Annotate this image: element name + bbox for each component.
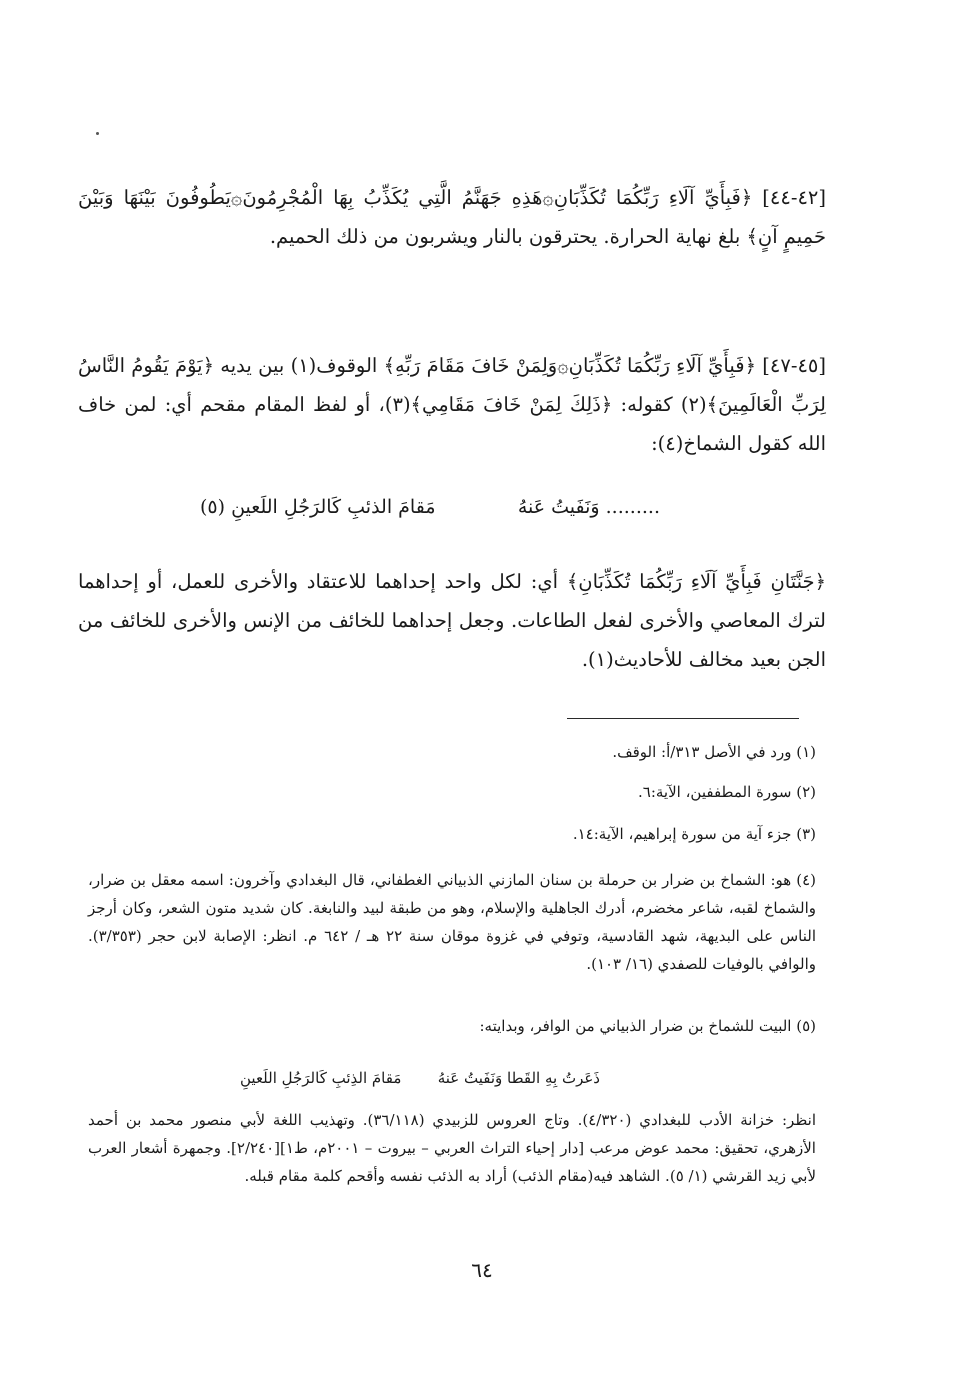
paragraph-two-gardens: ﴿جَنَّتَانِ فَبِأَيِّ آلَاءِ رَبِّكُمَا تُكَذِّبَانِ﴾ أي: لكل واحد إحداهما للاعتقاد والأخرى للعمل، أو إحداهما لترك المعاصي والأخرى لفعل الطاعات. وجعل إحداهما للخائف من الإنس والأخرى للخائف من الجن بعيد مخالف للأحاديث(١). <box>78 570 826 671</box>
footnote-4: (٤) هو: الشماخ بن ضرار بن حرملة بن سنان المازني الذبياني الغطفاني، قال البغدادي وآخرون: اسمه معقل بن ضرار، والشماخ لقبه، شاعر مخضرم، أدرك الجاهلية والإسلام، وهو من طبقة لبيد والنابغة. كان شديد متون الشعر، وكان أرجز الناس على البديهة، شهد القادسية، وتوفي في غزوة موقان سنة ٢٢ هـ / ٦٤٢ م. انظر: الإصابة لابن حجر (٣/٣٥٣). والوافي بالوفيات للصفدي (١٦/ ١٠٣). <box>88 871 816 973</box>
footnote-separator <box>567 718 799 719</box>
scan-speck <box>96 132 99 135</box>
footnote-1: (١) ورد في الأصل ٣١٣/أ: الوقف. <box>612 743 816 761</box>
verse-first-hemistich: ......... وَنَفَيتُ عَنهُ <box>517 496 660 518</box>
page-number: ٦٤ <box>471 1258 493 1282</box>
verse-second-hemistich: مَقامَ الذئبِ كَالرَجُلِ اللَعينِ (٥) <box>200 496 436 518</box>
paragraph-verses-42-44: [٤٢-٤٤] ﴿فَبِأَيِّ آلَاءِ رَبِّكُمَا تُكَذِّبَانِ۞هَذِهِ جَهَنَّمُ الَّتِي يُكَذِّبُ بِهَا الْمُجْرِمُونَ۞يَطُوفُونَ بَيْنَهَا وَبَيْنَ حَمِيمٍ آنٍ﴾ بلغ نهاية الحرارة. يحترقون بالنار ويشربون من ذلك الحميم. <box>78 186 826 248</box>
paragraph-verses-45-47: [٤٥-٤٧] ﴿فَبِأَيِّ آلَاءِ رَبِّكُمَا تُكَذِّبَانِ۞وَلِمَنْ خَافَ مَقَامَ رَبِّهِ﴾ الوقوف(١) بين يديه ﴿يَوْمَ يَقُومُ النَّاسُ لِرَبِّ الْعَالَمِينَ﴾(٢) كقوله: ﴿ذَلِكَ لِمَنْ خَافَ مَقَامِي﴾(٣)، أو لفظ المقام مقحم أي: لمن خاف الله كقول الشماخ(٤): <box>78 354 826 455</box>
footnote-5: (٥) البيت للشماخ بن ضرار الذبياني من الوافر، وبدايته: <box>479 1017 816 1035</box>
footnote-5-sources: انظر: خزانة الأدب للبغدادي (٤/٣٢٠). وتاج العروس للزبيدي (٣٦/١١٨). وتهذيب اللغة لأبي منصور محمد بن أحمد الأزهري، تحقيق: محمد عوض مرعب [دار إحياء التراث العربي – بيروت – ٢٠٠١م، ط١][٢/٢٤٠]. وجمهرة أشعار العرب لأبي زيد القرشي (١/ ٥). الشاهد فيه(مقام الذئب) أراد به الذئب نفسه وأقحم كلمة مقام قبله. <box>88 1111 816 1185</box>
footnote-verse-second-hemistich: مَقامَ الذِئبِ كَالرَجُلِ اللَعينِ <box>240 1069 402 1087</box>
footnote-verse-first-hemistich: ذَعَرتُ بِهِ القَطا وَنَفَيتُ عَنهُ <box>437 1069 600 1087</box>
poetry-verse <box>200 492 660 522</box>
footnote-poetry-verse <box>240 1064 600 1092</box>
footnote-3: (٣) جزء آية من سورة إبراهيم، الآية:١٤. <box>572 825 816 843</box>
footnote-2: (٢) سورة المطففين، الآية:٦. <box>637 783 816 801</box>
